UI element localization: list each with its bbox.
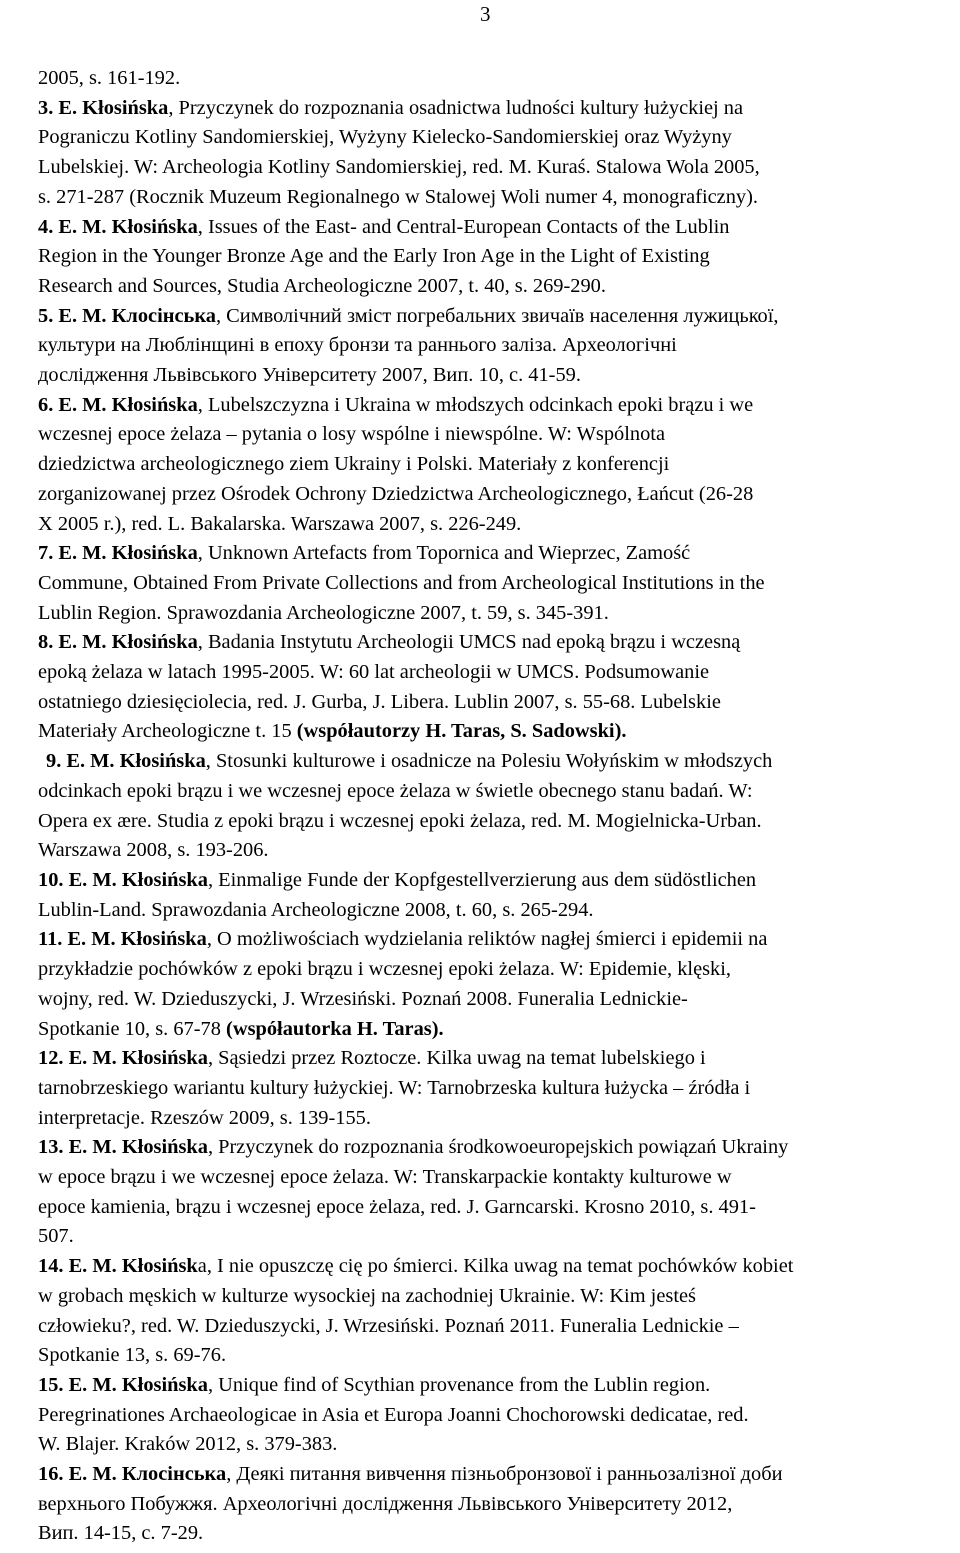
bibliography-entry [0, 925, 960, 1044]
entry-text: wczesnej epoce żelaza – pytania o losy wspólne i niewspólne. W: Wspólnota [38, 423, 666, 446]
entry-text: dziedzictwa archeologicznego ziem Ukrainy i Polski. Materiały z konferencji [38, 453, 670, 476]
entry-text: , Unknown Artefacts from Topornica and Wieprzec, Zamość [197, 542, 691, 565]
entry-line [0, 1222, 960, 1252]
entry-text: zorganizowanej przez Ośrodek Ochrony Dziedzictwa Archeologicznego, Łańcut (26-28 [38, 482, 754, 505]
entry-text: дослідження Львівського Університету 2007, Вип. 10, с. 41-59. [38, 364, 581, 387]
entry-text: a, I nie opuszczę cię po śmierci. Kilka uwag na temat pochówków kobiet [197, 1255, 794, 1278]
entry-text: Вип. 14-15, с. 7-29. [38, 1522, 204, 1545]
entry-text: , Lubelszczyzna i Ukraina w młodszych odcinkach epoki brązu i we [197, 393, 754, 416]
entry-text: Spotkanie 13, s. 69-76. [38, 1344, 227, 1367]
entry-author: 12. E. M. Kłosińska [38, 1047, 208, 1070]
entry-text: epoce kamienia, brązu i wczesnej epoce żelaza, red. J. Garncarski. Krosno 2010, s. 491- [38, 1195, 756, 1218]
entry-author: 4. E. M. Kłosińska [38, 215, 198, 238]
entry-text: , Unique find of Scythian provenance from the Lublin region. [207, 1373, 711, 1396]
entry-line [0, 1193, 960, 1223]
entry-text: interpretacje. Rzeszów 2009, s. 139-155. [38, 1106, 371, 1129]
entry-line [0, 539, 960, 569]
entry-author: 16. E. M. Клосінська [38, 1463, 227, 1486]
bibliography-entry [0, 1133, 960, 1252]
entry-line [0, 510, 960, 540]
entry-line [0, 599, 960, 629]
entry-text: , Sąsiedzi przez Roztocze. Kilka uwag na temat lubelskiego i [207, 1047, 706, 1070]
entry-text: , Stosunki kulturowe i osadnicze na Polesiu Wołyńskim w młodszych [205, 750, 773, 773]
bibliography-entry [0, 1460, 960, 1549]
bibliography-entry [0, 1252, 960, 1371]
entry-line [0, 272, 960, 302]
entry-line [0, 153, 960, 183]
entry-text: s. 271-287 (Rocznik Muzeum Regionalnego w Stalowej Woli numer 4, monograficzny). [38, 185, 759, 208]
entry-line [0, 925, 960, 955]
entry-text: wojny, red. W. Dzieduszycki, J. Wrzesiński. Poznań 2008. Funeralia Lednickie- [38, 987, 688, 1010]
entry-line [0, 242, 960, 272]
entry-author: 5. E. M. Клосінська [38, 304, 216, 327]
entry-line [0, 1074, 960, 1104]
entry-line [0, 1341, 960, 1371]
entry-line [0, 1282, 960, 1312]
entry-line [0, 1015, 960, 1045]
bibliography-entry [0, 302, 960, 391]
entry-author: 14. E. M. Kłosińsk [38, 1255, 198, 1278]
entry-author: 10. E. M. Kłosińska [38, 868, 208, 891]
entry-text: ostatniego dziesięciolecia, red. J. Gurba, J. Libera. Lublin 2007, s. 55-68. Lubelskie [38, 690, 721, 713]
entry-line [0, 866, 960, 896]
entry-line [0, 569, 960, 599]
entry-line [0, 628, 960, 658]
entry-text: w epoce brązu i we wczesnej epoce żelaza. W: Transkarpackie kontakty kulturowe w [38, 1166, 732, 1189]
entry-line [0, 361, 960, 391]
bibliography-entry [0, 1044, 960, 1133]
bibliography-entry [0, 391, 960, 540]
entry-text: Pograniczu Kotliny Sandomierskiej, Wyżyny Kielecko-Sandomierskiej oraz Wyżyny [38, 126, 732, 149]
entry-text: Commune, Obtained From Private Collections and from Archeological Institutions in the [38, 571, 765, 594]
entry-author: 3. E. Kłosińska [38, 96, 169, 119]
entry-line [0, 420, 960, 450]
entry-text: , Issues of the East- and Central-European Contacts of the Lublin [197, 215, 730, 238]
entry-text: культури на Люблінщині в епоху бронзи та раннього заліза. Археологічні [38, 334, 677, 357]
entry-line [0, 1163, 960, 1193]
entry-line [0, 331, 960, 361]
entry-line [0, 1371, 960, 1401]
entry-text: верхнього Побужжя. Археологічні дослідження Львівського Університету 2012, [38, 1492, 733, 1515]
entry-author: 9. E. M. Kłosińska [46, 750, 206, 773]
entry-author: 13. E. M. Kłosińska [38, 1136, 208, 1159]
entry-text: Region in the Younger Bronze Age and the Early Iron Age in the Light of Existing [38, 245, 710, 268]
entry-line [0, 1044, 960, 1074]
entry-line [0, 94, 960, 124]
bibliography-entry [0, 64, 960, 94]
entry-line [0, 1252, 960, 1282]
bibliography-entry [0, 747, 960, 866]
entry-line [0, 1312, 960, 1342]
entry-line [0, 1490, 960, 1520]
entry-line [0, 64, 960, 94]
entry-line [0, 777, 960, 807]
entry-text: , O możliwościach wydzielania reliktów nagłej śmierci i epidemii na [206, 928, 768, 951]
bibliography-entry [0, 866, 960, 925]
entry-text: , Przyczynek do rozpoznania środkowoeuropejskich powiązań Ukrainy [207, 1136, 789, 1159]
entry-line [0, 213, 960, 243]
entry-line [0, 1430, 960, 1460]
entry-text: epoką żelaza w latach 1995-2005. W: 60 lat archeologii w UMCS. Podsumowanie [38, 661, 710, 684]
entry-line [0, 450, 960, 480]
entry-text: Materiały Archeologiczne t. 15 [38, 720, 297, 743]
entry-text: Warszawa 2008, s. 193-206. [38, 839, 269, 862]
entry-text: 507. [38, 1225, 74, 1248]
entry-text: X 2005 r.), red. L. Bakalarska. Warszawa 2007, s. 226-249. [38, 512, 522, 535]
entry-text: Peregrinationes Archaeologicae in Asia et Europa Joanni Chochorowski dedicatae, red. [38, 1403, 749, 1426]
entry-text: Spotkanie 10, s. 67-78 [38, 1017, 227, 1040]
entry-line [0, 183, 960, 213]
bibliography-entry [0, 213, 960, 302]
page-number: 3 [480, 2, 491, 26]
bibliography-list [0, 64, 960, 1549]
entry-line [0, 1401, 960, 1431]
entry-line [0, 985, 960, 1015]
entry-text: W. Blajer. Kraków 2012, s. 379-383. [38, 1433, 338, 1456]
bibliography-entry [0, 539, 960, 628]
entry-line [0, 747, 960, 777]
entry-text: w grobach męskich w kulturze wysockiej na zachodniej Ukrainie. W: Kim jesteś [38, 1284, 696, 1307]
entry-text: , Badania Instytutu Archeologii UMCS nad epoką brązu i wczesną [197, 631, 741, 654]
entry-line [0, 955, 960, 985]
entry-text: Opera ex ære. Studia z epoki brązu i wczesnej epoki żelaza, red. M. Mogielnicka-Urban. [38, 809, 762, 832]
entry-text: , Деякі питання вивчення пізньобронзової і ранньозалізної доби [226, 1463, 783, 1486]
entry-text: 2005, s. 161-192. [38, 67, 181, 89]
entry-line [0, 658, 960, 688]
bibliography-entry [0, 1371, 960, 1460]
entry-author: 15. E. M. Kłosińska [38, 1373, 208, 1396]
entry-line [0, 688, 960, 718]
entry-text: Lublin-Land. Sprawozdania Archeologiczne 2008, t. 60, s. 265-294. [38, 898, 594, 921]
entry-author: 7. E. M. Kłosińska [38, 542, 198, 565]
entry-text: , Przyczynek do rozpoznania osadnictwa ludności kultury łużyckiej na [168, 96, 744, 119]
entry-coauthors: (współautorka H. Taras). [226, 1017, 444, 1040]
entry-line [0, 1460, 960, 1490]
entry-text: przykładzie pochówków z epoki brązu i wczesnej epoki żelaza. W: Epidemie, klęski, [38, 958, 732, 981]
entry-coauthors: (współautorzy H. Taras, S. Sadowski). [296, 720, 627, 743]
entry-author: 8. E. M. Kłosińska [38, 631, 198, 654]
entry-text: tarnobrzeskiego wariantu kultury łużyckiej. W: Tarnobrzeska kultura łużycka – źródła i [38, 1076, 751, 1099]
entry-line [0, 123, 960, 153]
entry-text: odcinkach epoki brązu i we wczesnej epoce żelaza w świetle obecnego stanu badań. W: [38, 779, 753, 802]
entry-author: 11. E. M. Kłosińska [38, 928, 207, 951]
entry-line [0, 836, 960, 866]
entry-author: 6. E. M. Kłosińska [38, 393, 198, 416]
entry-line [0, 480, 960, 510]
entry-text: Lublin Region. Sprawozdania Archeologiczne 2007, t. 59, s. 345-391. [38, 601, 609, 624]
entry-line [0, 807, 960, 837]
entry-text: człowieku?, red. W. Dzieduszycki, J. Wrzesiński. Poznań 2011. Funeralia Lednickie – [38, 1314, 739, 1337]
entry-line [0, 1519, 960, 1549]
bibliography-entry [0, 94, 960, 213]
bibliography-entry [0, 628, 960, 747]
entry-line [0, 391, 960, 421]
entry-line [0, 1133, 960, 1163]
entry-text: Research and Sources, Studia Archeologiczne 2007, t. 40, s. 269-290. [38, 274, 606, 297]
entry-line [0, 1104, 960, 1134]
entry-line [0, 302, 960, 332]
entry-line [0, 896, 960, 926]
entry-text: Lubelskiej. W: Archeologia Kotliny Sandomierskiej, red. M. Kuraś. Stalowa Wola 2005, [38, 156, 760, 179]
entry-line [0, 717, 960, 747]
entry-text: , Символічний зміст погребальних звичаїв населення лужицької, [215, 304, 779, 327]
entry-text: , Einmalige Funde der Kopfgestellverzierung aus dem südöstlichen [207, 868, 757, 891]
